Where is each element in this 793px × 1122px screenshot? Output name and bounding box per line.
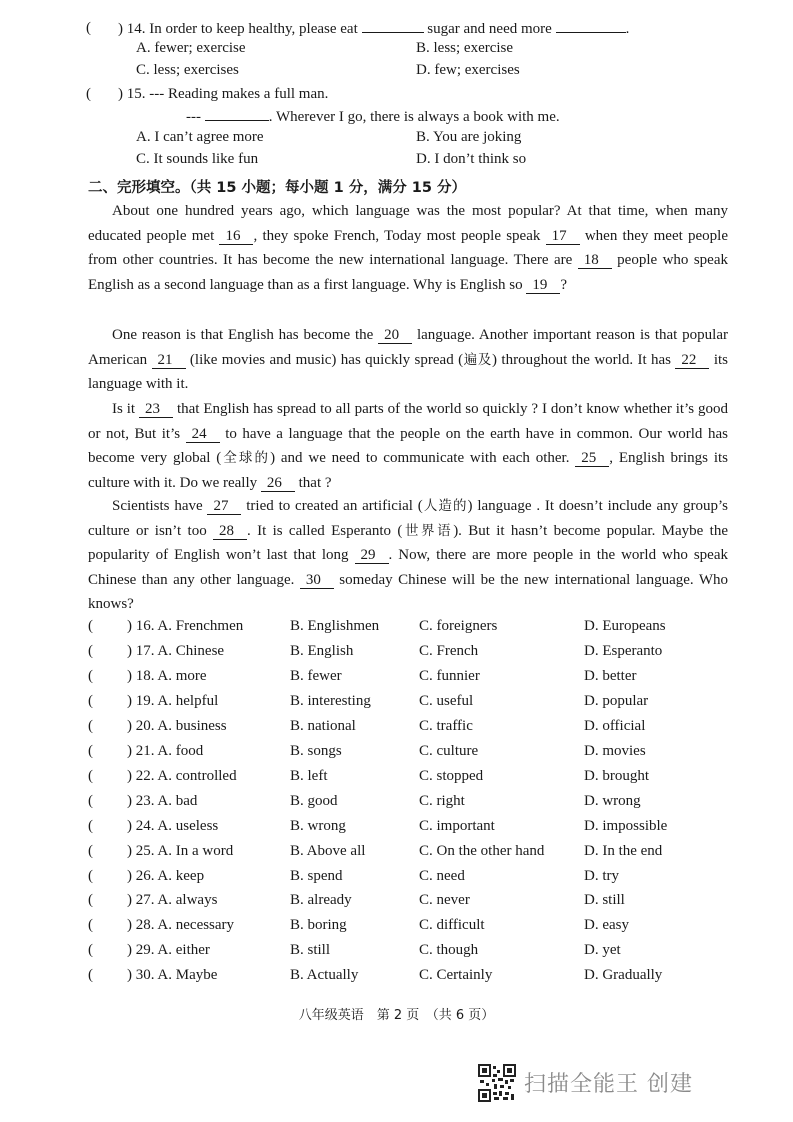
option-c: C. It sounds like fun: [136, 151, 259, 167]
blank-24: 24: [186, 426, 220, 443]
option-a: ) 22. A. controlled: [127, 768, 237, 784]
option-c: C. less; exercises: [136, 62, 239, 78]
answer-blank: [205, 106, 269, 121]
option-a: ) 26. A. keep: [127, 868, 205, 884]
passage-paragraph-4: Scientists have 27 tried to created an artificial (人造的) language . It doesn’t include any group’s culture or isn’t too 28 . It is called Esperanto (世界语). But it hasn’t become popular. Maybe the popularity of English won’t last that long 29 . Now, there are more people in the world who speak Chinese than any other language. 30 someday Chinese will be the new international language. Who knows?: [88, 498, 729, 613]
option-a: ) 16. A. Frenchmen: [127, 618, 244, 634]
option-c: C. important: [419, 818, 495, 834]
option-c: C. foreigners: [419, 618, 498, 634]
option-b: B. still: [290, 942, 331, 958]
option-c: C. never: [419, 892, 470, 908]
option-a: ) 27. A. always: [127, 892, 218, 908]
answer-paren: (: [88, 868, 93, 884]
option-a: ) 25. A. In a word: [127, 843, 234, 859]
option-a: ) 19. A. helpful: [127, 693, 219, 709]
answer-paren: (: [88, 693, 93, 709]
option-a: A. I can’t agree more: [136, 129, 264, 145]
option-a: ) 18. A. more: [127, 668, 207, 684]
option-b: B. interesting: [290, 693, 371, 709]
option-d: D. better: [584, 668, 637, 684]
option-b: B. Englishmen: [290, 618, 380, 634]
option-c: C. stopped: [419, 768, 484, 784]
section-title: 二、完形填空。（共 15 小题；每小题 1 分，满分 15 分）: [88, 180, 466, 196]
answer-paren: (: [88, 743, 93, 759]
answer-paren: (: [88, 718, 93, 734]
blank-21: 21: [152, 352, 186, 369]
option-b: B. boring: [290, 917, 347, 933]
option-a: A. fewer; exercise: [136, 40, 246, 56]
blank-30: 30: [300, 572, 334, 589]
option-d: D. brought: [584, 768, 649, 784]
option-c: C. useful: [419, 693, 474, 709]
blank-27: 27: [207, 498, 241, 515]
option-b: B. You are joking: [416, 129, 522, 145]
option-d: D. In the end: [584, 843, 663, 859]
option-c: C. though: [419, 942, 479, 958]
option-c: C. funnier: [419, 668, 480, 684]
option-d: D. impossible: [584, 818, 668, 834]
option-b: B. fewer: [290, 668, 342, 684]
option-d: D. yet: [584, 942, 621, 958]
answer-paren: (: [88, 818, 93, 834]
option-c: C. Certainly: [419, 967, 493, 983]
option-b: B. good: [290, 793, 338, 809]
question-reply: --- . Wherever I go, there is always a book with me.: [186, 106, 560, 127]
answer-paren: (: [88, 917, 93, 933]
option-b: B. less; exercise: [416, 40, 514, 56]
option-c: C. On the other hand: [419, 843, 545, 859]
option-b: B. songs: [290, 743, 342, 759]
answer-paren: (: [88, 892, 93, 908]
answer-paren: (: [86, 20, 91, 36]
option-c: C. right: [419, 793, 465, 809]
option-d: D. I don’t think so: [416, 151, 527, 167]
answer-blank: [362, 18, 424, 33]
scanner-watermark: 扫描全能王 创建: [524, 1072, 693, 1097]
option-d: D. easy: [584, 917, 629, 933]
option-b: B. already: [290, 892, 352, 908]
option-d: D. Gradually: [584, 967, 663, 983]
qr-code-icon: [478, 1064, 516, 1102]
answer-paren: (: [88, 843, 93, 859]
option-c: C. need: [419, 868, 465, 884]
blank-25: 25: [575, 450, 609, 467]
blank-17: 17: [546, 228, 580, 245]
option-a: ) 21. A. food: [127, 743, 204, 759]
blank-23: 23: [139, 401, 173, 418]
question-stem: ) 14. In order to keep healthy, please eat sugar and need more .: [118, 18, 629, 39]
option-b: B. wrong: [290, 818, 346, 834]
blank-19: 19: [526, 277, 560, 294]
option-b: B. English: [290, 643, 354, 659]
option-a: ) 30. A. Maybe: [127, 967, 218, 983]
answer-paren: (: [88, 668, 93, 684]
option-b: B. spend: [290, 868, 343, 884]
option-d: D. few; exercises: [416, 62, 520, 78]
question-stem: ) 15. --- Reading makes a full man.: [118, 86, 329, 102]
answer-blank: [556, 18, 626, 33]
passage-paragraph-3: Is it 23 that English has spread to all parts of the world so quickly ? I don’t know whether it’s good or not, But it’s 24 to have a language that the people on the earth have in common. Our world has become very global (全球的) and we need to communicate with each other. 25 , English brings its culture with it. Do we really 26 that ?: [88, 401, 729, 491]
blank-28: 28: [213, 523, 247, 540]
blank-26: 26: [261, 475, 295, 492]
option-a: ) 29. A. either: [127, 942, 210, 958]
page-footer: 八年级英语 第 2 页 （共 6 页）: [298, 1008, 495, 1023]
option-c: C. difficult: [419, 917, 485, 933]
passage-paragraph-1: About one hundred years ago, which language was the most popular? At that time, when many educated people met 16 , they spoke French, Today most people speak 17 when they meet people from other countries. It has become the new international language. There are 18 people who speak English as a second language than as a first language. Why is English so 19 ?: [88, 203, 728, 293]
option-c: C. French: [419, 643, 479, 659]
option-c: C. culture: [419, 743, 479, 759]
option-d: D. Esperanto: [584, 643, 663, 659]
option-d: D. Europeans: [584, 618, 666, 634]
blank-16: 16: [219, 228, 253, 245]
option-c: C. traffic: [419, 718, 473, 734]
answer-paren: (: [88, 793, 93, 809]
option-b: B. Above all: [290, 843, 366, 859]
option-a: ) 23. A. bad: [127, 793, 198, 809]
passage-paragraph-2: One reason is that English has become the 20 language. Another important reason is that popular American 21 (like movies and music) has quickly spread (遍及) throughout the world. It has 22 its language with it.: [88, 327, 728, 393]
option-d: D. wrong: [584, 793, 641, 809]
option-a: ) 24. A. useless: [127, 818, 219, 834]
blank-18: 18: [578, 252, 612, 269]
answer-paren: (: [86, 86, 91, 102]
option-a: ) 20. A. business: [127, 718, 227, 734]
option-b: B. Actually: [290, 967, 359, 983]
answer-paren: (: [88, 768, 93, 784]
answer-paren: (: [88, 618, 93, 634]
answer-paren: (: [88, 967, 93, 983]
option-d: D. try: [584, 868, 619, 884]
blank-22: 22: [675, 352, 709, 369]
option-d: D. official: [584, 718, 646, 734]
option-b: B. left: [290, 768, 328, 784]
option-d: D. movies: [584, 743, 646, 759]
blank-29: 29: [355, 547, 389, 564]
option-d: D. still: [584, 892, 625, 908]
answer-paren: (: [88, 643, 93, 659]
option-a: ) 28. A. necessary: [127, 917, 235, 933]
option-a: ) 17. A. Chinese: [127, 643, 225, 659]
answer-paren: (: [88, 942, 93, 958]
blank-20: 20: [378, 327, 412, 344]
option-b: B. national: [290, 718, 356, 734]
option-d: D. popular: [584, 693, 649, 709]
